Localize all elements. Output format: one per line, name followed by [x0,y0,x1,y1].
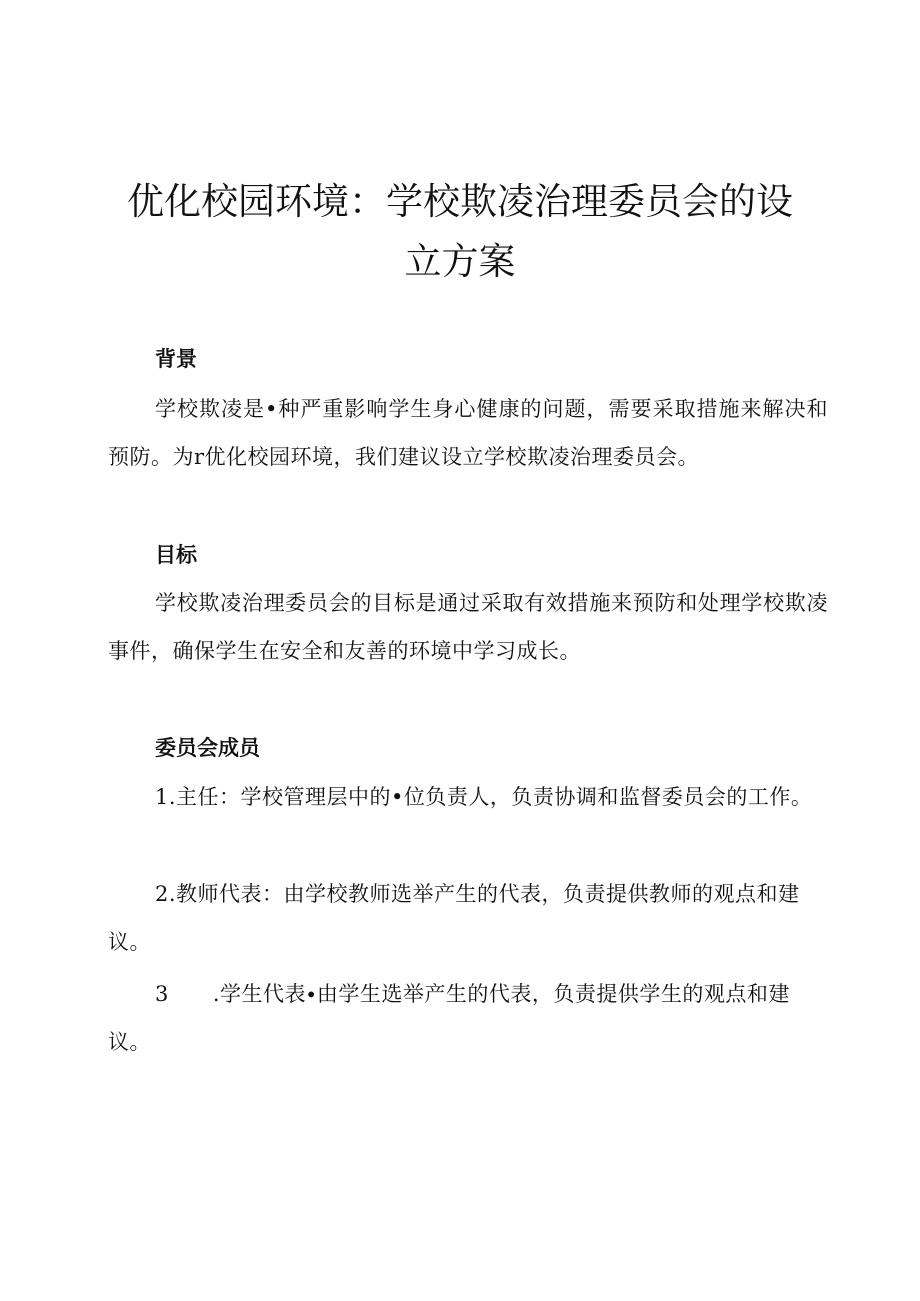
document-title [110,172,810,292]
member-item-text: .学生代表∙由学生选举产生的代表，负责提供学生的观点和建议。 [108,982,790,1054]
member-item-3 [108,970,828,1066]
title-line-2: 立方案 [404,240,516,283]
section-heading-background: 背景 [155,347,197,371]
member-item-1 [108,773,828,821]
member-item-text: .主任：学校管理层中的•位负责人，负责协调和监督委员会的工作。 [168,785,813,809]
member-item-2 [108,870,828,966]
member-item-number: 3 [155,982,169,1006]
member-item-text: .教师代表：由学校教师选举产生的代表，负责提供教师的观点和建议。 [108,882,800,954]
member-item-number: 2 [155,882,169,906]
section-heading-goal: 目标 [155,543,197,567]
member-item-number: 1 [155,785,169,809]
section-heading-members: 委员会成员 [155,736,260,760]
section-text-background: 学校欺凌是•种严重影响学生身心健康的问题，需要采取措施来解决和预防。为r优化校园环境，我们建议设立学校欺凌治理委员会。 [108,397,828,469]
section-text-goal: 学校欺凌治理委员会的目标是通过采取有效措施来预防和处理学校欺凌事件，确保学生在安全和友善的环境中学习成长。 [108,591,828,663]
title-line-1: 优化校园环境：学校欺凌治理委员会的设 [127,180,793,223]
